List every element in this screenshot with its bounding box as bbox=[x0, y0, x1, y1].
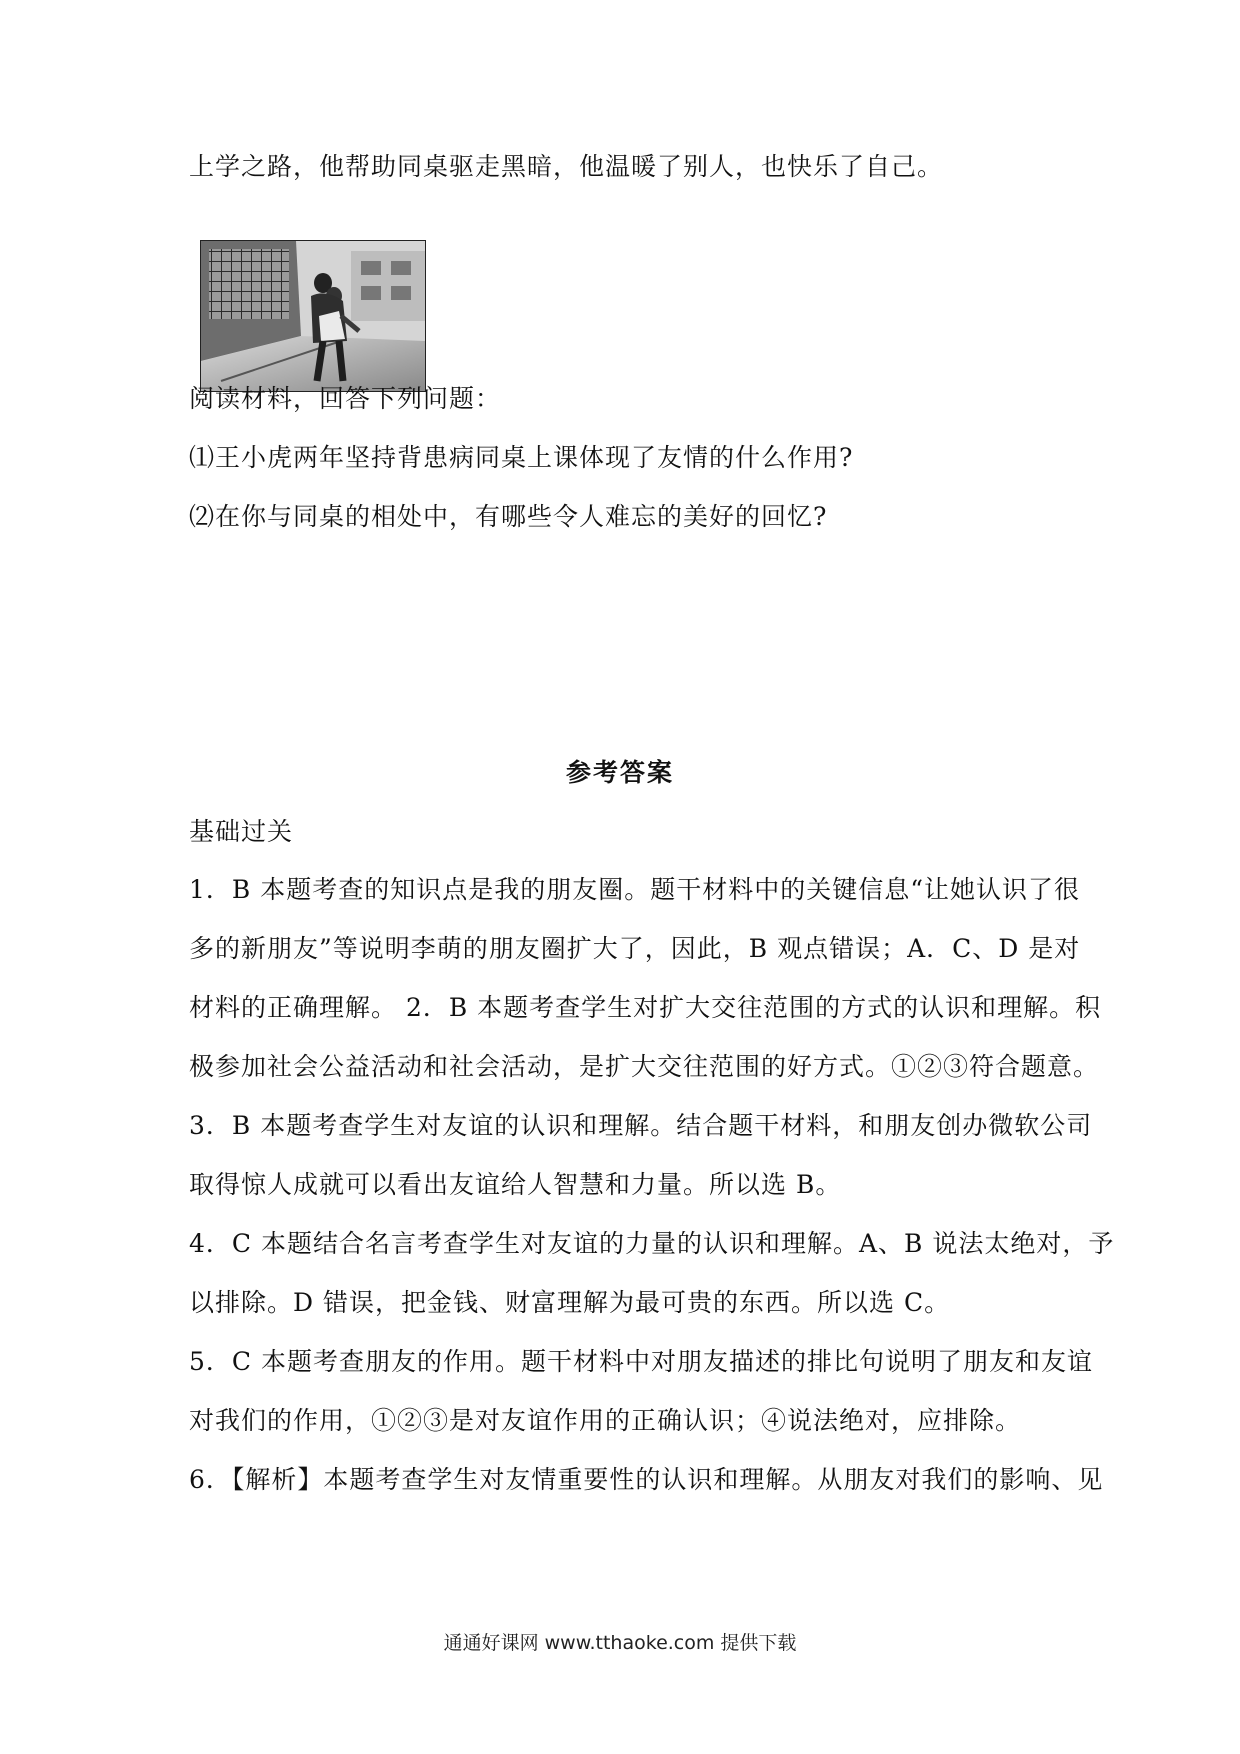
page-footer: 通通好课网 www.tthaoke.com 提供下载 bbox=[443, 1632, 797, 1654]
instruction-text: 阅读材料，回答下列问题： bbox=[189, 384, 502, 413]
story-ending-text: 上学之路，他帮助同桌驱走黑暗，他温暖了别人，也快乐了自己。 bbox=[189, 152, 944, 181]
answer-line: 3．B 本题考查学生对友谊的认识和理解。结合题干材料，和朋友创办微软公司 bbox=[189, 1111, 1093, 1140]
photo-illustration bbox=[201, 241, 425, 391]
answer-line: 4．C 本题结合名言考查学生对友谊的力量的认识和理解。A、B 说法太绝对，予 bbox=[189, 1229, 1115, 1258]
answer-line: 以排除。D 错误，把金钱、财富理解为最可贵的东西。所以选 C。 bbox=[189, 1288, 951, 1317]
answer-line: 取得惊人成就可以看出友谊给人智慧和力量。所以选 B。 bbox=[189, 1170, 842, 1199]
answer-line: 6．【解析】本题考查学生对友情重要性的认识和理解。从朋友对我们的影响、见 bbox=[189, 1465, 1104, 1494]
answer-line: 1．B 本题考查的知识点是我的朋友圈。题干材料中的关键信息“让她认识了很 bbox=[189, 875, 1081, 904]
question-2: ⑵在你与同桌的相处中，有哪些令人难忘的美好的回忆? bbox=[189, 502, 828, 531]
answers-heading: 参考答案 bbox=[565, 758, 674, 787]
answer-line: 多的新朋友”等说明李萌的朋友圈扩大了，因此，B 观点错误；A．C、D 是对 bbox=[189, 934, 1081, 963]
answer-line: 对我们的作用，①②③是对友谊作用的正确认识；④说法绝对，应排除。 bbox=[189, 1406, 1022, 1435]
photo-student-carrying-classmate bbox=[200, 240, 426, 392]
section-heading: 基础过关 bbox=[189, 817, 294, 846]
question-1: ⑴王小虎两年坚持背患病同桌上课体现了友情的什么作用? bbox=[189, 443, 854, 472]
answer-line: 材料的正确理解。 2．B 本题考查学生对扩大交往范围的方式的认识和理解。积 bbox=[189, 993, 1102, 1022]
answer-line: 5．C 本题考查朋友的作用。题干材料中对朋友描述的排比句说明了朋友和友谊 bbox=[189, 1347, 1093, 1376]
answer-line: 极参加社会公益活动和社会活动，是扩大交往范围的好方式。①②③符合题意。 bbox=[189, 1052, 1100, 1081]
